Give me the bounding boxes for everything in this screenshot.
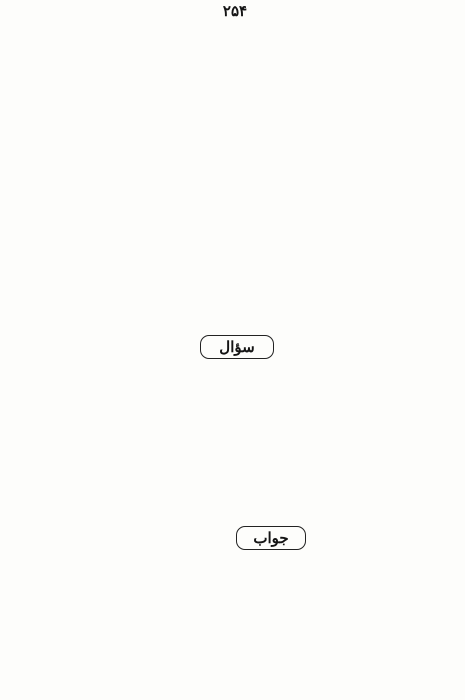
verse-row (12, 187, 453, 216)
verse-hemistich-right (248, 190, 453, 214)
verse-hemistich-right (248, 75, 453, 99)
verse-hemistich-right (248, 17, 453, 41)
verse-row (12, 216, 453, 245)
prose-line (8, 360, 453, 387)
verse-row (12, 245, 453, 274)
verse-hemistich-right (248, 277, 453, 301)
verse-hemistich-left (12, 75, 217, 99)
prose-line (8, 468, 453, 495)
prose-line (8, 387, 453, 414)
verse-hemistich-left (12, 190, 217, 214)
verse-hemistich-left (12, 161, 217, 185)
prose-line (8, 495, 453, 522)
prose-line (8, 414, 453, 441)
verse-hemistich-left (12, 17, 217, 41)
question-prose (8, 360, 453, 522)
verse-hemistich-left (12, 219, 217, 243)
question-heading: سؤال (200, 335, 274, 359)
answer-heading: جواب (236, 526, 306, 550)
prose-line (8, 552, 453, 579)
verse-row (12, 158, 453, 187)
prose-line (8, 606, 453, 633)
verse-hemistich-right (248, 219, 453, 243)
verse-hemistich-right (248, 306, 453, 330)
verse-hemistich-right (248, 248, 453, 272)
prose-line (8, 441, 453, 468)
verse-hemistich-right (248, 104, 453, 128)
verse-block (12, 14, 453, 332)
verse-row (12, 72, 453, 101)
answer-prose (8, 552, 453, 687)
verse-row (12, 303, 453, 332)
verse-hemistich-left (12, 277, 217, 301)
verse-row (12, 43, 453, 72)
verse-hemistich-right (248, 161, 453, 185)
verse-hemistich-left (12, 248, 217, 272)
prose-line (8, 660, 453, 687)
verse-row (12, 14, 453, 43)
verse-row (12, 130, 453, 159)
verse-hemistich-right (248, 133, 453, 157)
verse-hemistich-left (12, 46, 217, 70)
prose-line (8, 579, 453, 606)
page-number: ۲۵۴ (222, 2, 248, 20)
verse-row (12, 274, 453, 303)
prose-line (8, 633, 453, 660)
verse-hemistich-right (248, 46, 453, 70)
verse-hemistich-left (12, 104, 217, 128)
verse-row (12, 101, 453, 130)
verse-hemistich-left (12, 306, 217, 330)
verse-hemistich-left (12, 133, 217, 157)
